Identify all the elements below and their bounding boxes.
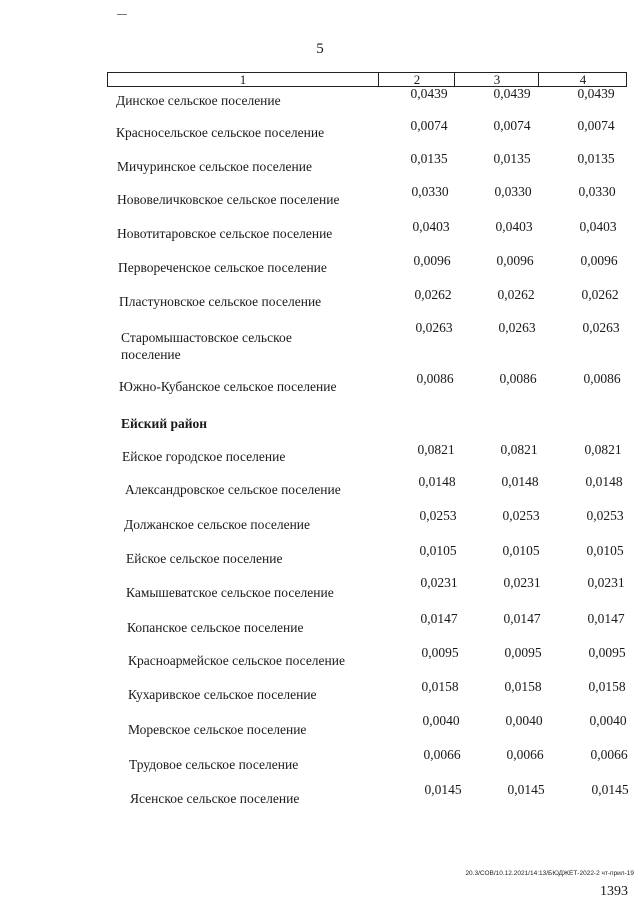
value-col-4: 0,0158	[588, 679, 626, 694]
value-col-2: 0,0403	[412, 219, 450, 234]
document-code: 20.3/СОВ/10.12.2021/14:13/БЮДЖЕТ-2022-2 чт-прил-19	[465, 870, 634, 877]
value-col-3: 0,0158	[504, 679, 542, 694]
value-col-2: 0,0147	[420, 611, 458, 626]
value-col-4: 0,0147	[587, 611, 625, 626]
table-header	[107, 72, 627, 87]
value-col-3: 0,0403	[495, 219, 533, 234]
value-col-3: 0,0095	[504, 645, 542, 660]
settlement-name: Первореченское сельское поселение	[118, 260, 327, 275]
value-col-3: 0,0253	[502, 508, 540, 523]
value-col-3: 0,0231	[503, 575, 541, 590]
value-col-3: 0,0074	[493, 118, 531, 133]
value-col-2: 0,0253	[419, 508, 457, 523]
value-col-3: 0,0262	[497, 287, 535, 302]
settlement-name: Ейское сельское поселение	[126, 551, 283, 566]
value-col-4: 0,0403	[579, 219, 617, 234]
value-col-4: 0,0330	[578, 184, 616, 199]
value-col-3: 0,0821	[500, 442, 538, 457]
value-col-3: 0,0066	[506, 747, 544, 762]
settlement-name: Красноармейское сельское поселение	[128, 653, 345, 668]
value-col-4: 0,0105	[586, 543, 624, 558]
settlement-name: Моревское сельское поселение	[128, 722, 307, 737]
value-col-4: 0,0086	[583, 371, 621, 386]
value-col-4: 0,0148	[585, 474, 623, 489]
value-col-2: 0,0086	[416, 371, 454, 386]
value-col-2: 0,0330	[411, 184, 449, 199]
value-col-2: 0,0066	[423, 747, 461, 762]
value-col-3: 0,0147	[503, 611, 541, 626]
settlement-name: Александровское сельское поселение	[125, 482, 341, 497]
district-name: Ейский район	[121, 416, 208, 431]
settlement-name: Ейское городское поселение	[122, 449, 286, 464]
value-col-4: 0,0135	[577, 151, 615, 166]
page-number: 5	[316, 41, 324, 57]
value-col-3: 0,0086	[499, 371, 537, 386]
value-col-3: 0,0040	[505, 713, 543, 728]
settlement-name: Камышеватское сельское поселение	[126, 585, 334, 600]
value-col-2: 0,0263	[415, 320, 453, 335]
value-col-3: 0,0105	[502, 543, 540, 558]
settlement-name: Копанское сельское поселение	[127, 620, 304, 635]
value-col-4: 0,0263	[582, 320, 620, 335]
value-col-3: 0,0439	[493, 86, 531, 101]
value-col-3: 0,0148	[501, 474, 539, 489]
value-col-2: 0,0074	[410, 118, 448, 133]
settlement-name: Кухаривское сельское поселение	[128, 687, 317, 702]
scan-mark	[117, 14, 127, 15]
sheet-number: 1393	[600, 884, 628, 899]
value-col-4: 0,0066	[590, 747, 628, 762]
value-col-2: 0,0821	[417, 442, 455, 457]
value-col-4: 0,0074	[577, 118, 615, 133]
value-col-4: 0,0262	[581, 287, 619, 302]
settlement-name: Мичуринское сельское поселение	[117, 159, 312, 174]
settlement-name: Динское сельское поселение	[116, 93, 281, 108]
header-col-2: 2	[378, 73, 455, 86]
value-col-3: 0,0263	[498, 320, 536, 335]
value-col-3: 0,0135	[493, 151, 531, 166]
value-col-2: 0,0095	[421, 645, 459, 660]
settlement-name: Должанское сельское поселение	[124, 517, 311, 532]
value-col-4: 0,0096	[580, 253, 618, 268]
value-col-2: 0,0135	[410, 151, 448, 166]
value-col-2: 0,0096	[413, 253, 451, 268]
value-col-2: 0,0105	[419, 543, 457, 558]
settlement-name: Южно-Кубанское сельское поселение	[119, 379, 337, 394]
settlement-name: Красносельское сельское поселение	[116, 125, 325, 140]
header-col-1: 1	[239, 72, 247, 87]
value-col-3: 0,0145	[507, 782, 545, 797]
settlement-name: Ясенское сельское поселение	[130, 791, 300, 806]
settlement-name: Нововеличковское сельское поселение	[117, 192, 340, 207]
value-col-2: 0,0148	[418, 474, 456, 489]
value-col-4: 0,0231	[587, 575, 625, 590]
value-col-3: 0,0330	[494, 184, 532, 199]
value-col-4: 0,0145	[591, 782, 629, 797]
value-col-3: 0,0096	[496, 253, 534, 268]
value-col-4: 0,0095	[588, 645, 626, 660]
settlement-name: Пластуновское сельское поселение	[119, 294, 322, 309]
value-col-4: 0,0821	[584, 442, 622, 457]
value-col-2: 0,0439	[410, 86, 448, 101]
value-col-2: 0,0040	[422, 713, 460, 728]
value-col-2: 0,0145	[424, 782, 462, 797]
header-col-3: 3	[454, 73, 539, 86]
settlement-name: Новотитаровское сельское поселение	[117, 226, 333, 241]
settlement-name: Трудовое сельское поселение	[129, 757, 299, 772]
value-col-2: 0,0231	[420, 575, 458, 590]
settlement-name: Старомышастовское сельское поселение	[121, 330, 292, 362]
value-col-4: 0,0040	[589, 713, 627, 728]
header-col-4: 4	[538, 73, 627, 86]
value-col-4: 0,0439	[577, 86, 615, 101]
value-col-2: 0,0262	[414, 287, 452, 302]
value-col-4: 0,0253	[586, 508, 624, 523]
value-col-2: 0,0158	[421, 679, 459, 694]
